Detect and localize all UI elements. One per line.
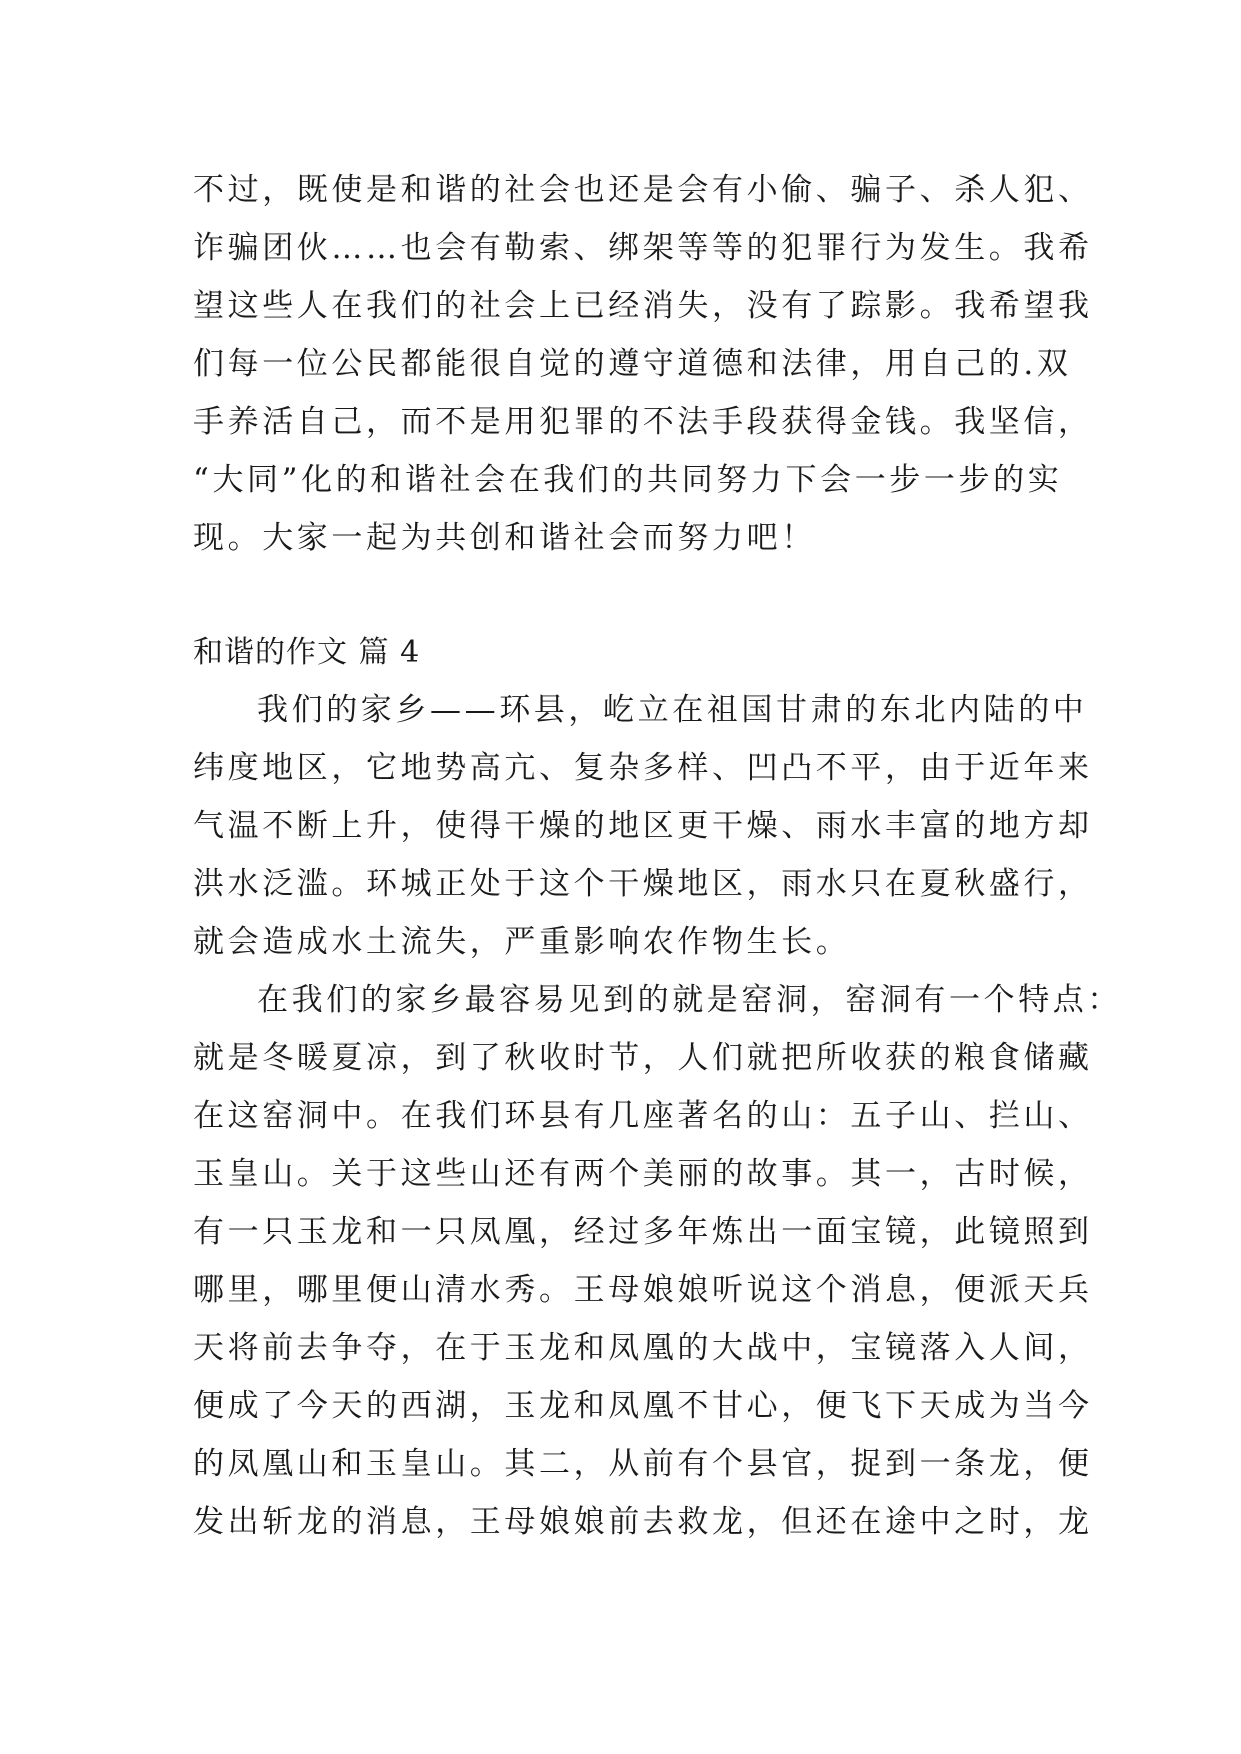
text-line: 就会造成水土流失，严重影响农作物生长。 xyxy=(193,924,851,960)
text-line: 在这窑洞中。在我们环县有几座著名的山：五子山、拦山、 xyxy=(193,1098,1093,1134)
text-line: 有一只玉龙和一只凤凰，经过多年炼出一面宝镜，此镜照到 xyxy=(193,1214,1093,1250)
text-line: 天将前去争夺，在于玉龙和凤凰的大战中，宝镜落入人间， xyxy=(193,1330,1093,1366)
text-line: 诈骗团伙……也会有勒索、绑架等等的犯罪行为发生。我希 xyxy=(193,230,1093,266)
text-line: 在我们的家乡最容易见到的就是窑洞，窑洞有一个特点： xyxy=(257,982,1122,1018)
text-line: 纬度地区，它地势高亢、复杂多样、凹凸不平，由于近年来 xyxy=(193,750,1093,786)
text-line: 们每一位公民都能很自觉的遵守道德和法律，用自己的.双 xyxy=(193,346,1072,382)
text-line: 就是冬暖夏凉，到了秋收时节，人们就把所收获的粮食储藏 xyxy=(193,1040,1093,1076)
text-line: 便成了今天的西湖，玉龙和凤凰不甘心，便飞下天成为当今 xyxy=(193,1388,1093,1424)
text-line: 手养活自己，而不是用犯罪的不法手段获得金钱。我坚信， xyxy=(193,404,1093,440)
text-line: 的凤凰山和玉皇山。其二，从前有个县官，捉到一条龙，便 xyxy=(193,1446,1093,1482)
text-line: 不过，既使是和谐的社会也还是会有小偷、骗子、杀人犯、 xyxy=(193,172,1093,208)
text-line: 哪里，哪里便山清水秀。王母娘娘听说这个消息，便派天兵 xyxy=(193,1272,1093,1308)
text-line: 发出斩龙的消息，王母娘娘前去救龙，但还在途中之时，龙 xyxy=(193,1504,1093,1540)
text-line: 望这些人在我们的社会上已经消失，没有了踪影。我希望我 xyxy=(193,288,1093,324)
section-heading: 和谐的作文 篇 4 xyxy=(193,635,421,670)
text-line: “大同”化的和谐社会在我们的共同努力下会一步一步的实 xyxy=(193,462,1063,498)
text-line: 我们的家乡——环县，屹立在祖国甘肃的东北内陆的中 xyxy=(257,692,1088,728)
text-line: 现。大家一起为共创和谐社会而努力吧！ xyxy=(193,520,816,556)
text-line: 玉皇山。关于这些山还有两个美丽的故事。其一，古时候， xyxy=(193,1156,1093,1192)
text-line: 气温不断上升，使得干燥的地区更干燥、雨水丰富的地方却 xyxy=(193,808,1093,844)
text-line: 洪水泛滥。环城正处于这个干燥地区，雨水只在夏秋盛行， xyxy=(193,866,1093,902)
